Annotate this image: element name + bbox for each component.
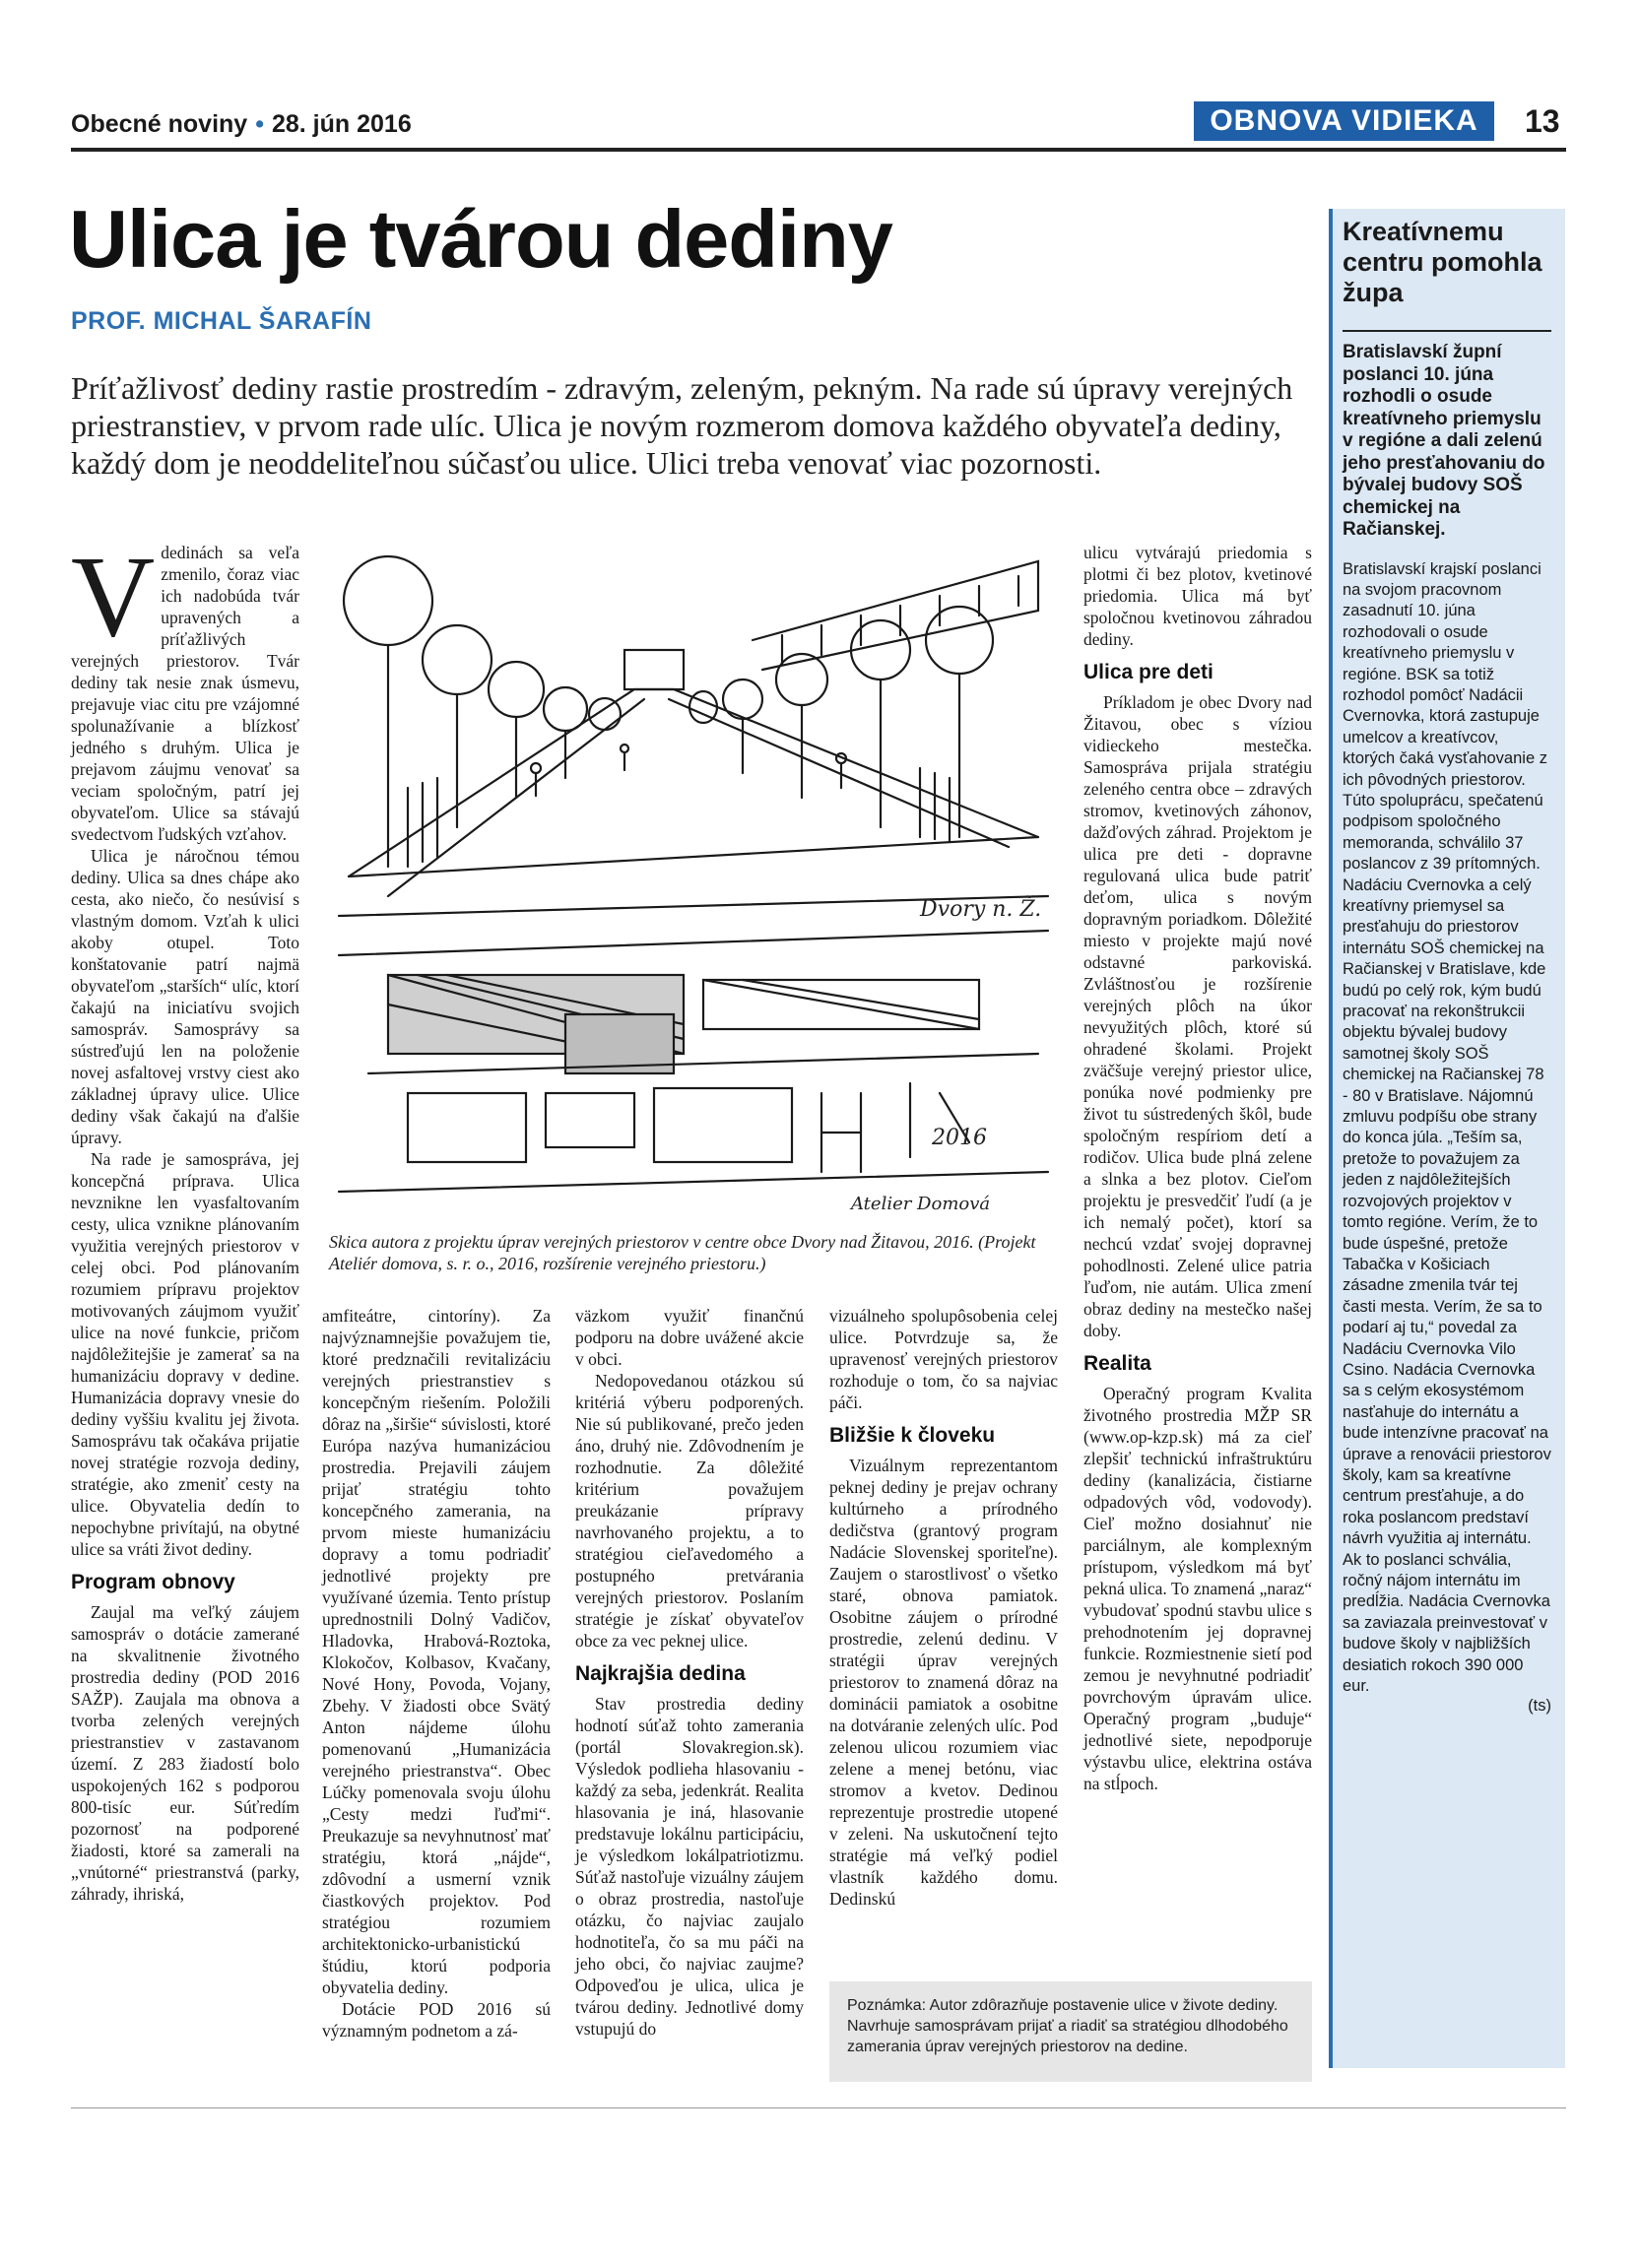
street-sketch-illustration [329, 542, 1058, 1216]
sketch-drawing [329, 542, 1058, 1216]
paragraph: Nedopovedanou otázkou sú kritériá výberu podporených. Nie sú publikované, prečo jeden áno, druhý nie. Zdôvodnením je rozhodnutie. Za dôležité kritérium považujem preukázanie prípravy navrhovaného projektu, a to stratégiou cieľavedomého a postupného pretvárania verejných priestorov. Poslaním stratégie je získať obyvateľov obce za vec peknej ulice. [575, 1371, 804, 1651]
sidebar-rule [1343, 330, 1551, 332]
issue-date: 28. jún 2016 [271, 110, 412, 138]
subheading: Realita [1083, 1352, 1151, 1375]
footer-rule [71, 2107, 1566, 2108]
sketch-street-label: Dvory n. Ž. [920, 897, 1042, 922]
sketch-atelier-label: Atelier Domová [851, 1194, 991, 1214]
subheading: Program obnovy [71, 1571, 235, 1593]
sidebar-body: Bratislavskí krajskí poslanci na svojom pracovnom zasadnutí 10. júna rozhodovali o osude kreatívneho priemyslu v regióne. BSK sa totiž rozhodol pomôcť Nadácii Cvernovka, ktorá zastupuje umelcov a kreatívcov, ktorých čaká vysťahovanie z ich pôvodných priestorov. Túto spoluprácu, spečatenú podpisom spoločného memoranda, schválilo 37 poslancov z 39 prítomných. Nadáciu Cvernovka a celý kreatívny priemysel sa presťahuju do priestorov internátu SOŠ chemickej na Račianskej v Bratislave, kde budú po celý rok, kým budú pracovať na rekonštrukcii objektu bývalej budovy samotnej školy SOŠ chemickej na Račianskej 78 - 80 v Bratislave. Nájomnú zmluvu podpíšu obe strany do konca júla. „Teším sa, pretože to považujem za jeden z najdôležitejších rozvojových projektov v tomto regióne. Verím, že to bude úspešné, pretože Tabačka v Košiciach zásadne zmenila tvár tej časti mesta. Verím, že sa to podarí aj tu,“ povedal za Nadáciu Cvernovka Vilo Csino. Nadácia Cvernovka sa s celým ekosystémom nasťahuje do internátu a bude intenzívne pracovať na úprave a renovácii priestorov školy, kam sa kreatívne centrum presťahuje, a do roka poslancom predstaví návrh využitia aj internátu. Ak to poslanci schvália, ročný nájom internátu im predĺžia. Nadácia Cvernovka sa zaviazala preinvestovať v budove školy v najbližších desiatich rokoch 390 000 eur. [1343, 559, 1551, 1696]
article-column-3 [575, 1305, 804, 2040]
sidebar-news-box [1329, 209, 1565, 2068]
paragraph: vizuálneho spolupôsobenia celej ulice. Potvrdzuje sa, že upravenosť verejných priestorov rozhoduje o tom, čo sa najviac páči. [829, 1306, 1058, 1412]
author-note-box: Poznámka: Autor zdôrazňuje postavenie ulice v živote dediny. Navrhuje samosprávam prijať a riadiť sa stratégiou dlhodobého zamerania úprav verejných priestorov na dedine. [829, 1981, 1312, 2082]
paragraph: Operačný program Kvalita životného prostredia MŽP SR (www.op-kzp.sk) má za cieľ zlepšiť technickú infraštruktúru dediny (kanalizácia, čistiarne odpadových vôd, vodovody). Cieľ možno dosiahnuť nie parciálnym, ale komplexným prístupom, výsledkom má byť pekná ulica. To znamená „naraz“ vybudovať spodnú stavbu ulice s prehodnotením jej dopravnej funkcie. Rozmiestnenie sietí pod zemou je nevyhnutné podriadiť povrchovým úpravám ulice. Operačný program „buduje“ jednotlivé siete, nepodporuje výstavbu ulice, elektrina ostáva na stĺpoch. [1083, 1384, 1312, 1793]
sketch-signature: 2016 [932, 1126, 987, 1150]
page-number: 13 [1525, 103, 1560, 139]
sidebar-signature: (ts) [1528, 1697, 1551, 1716]
paragraph: Ulica je náročnou témou dediny. Ulica sa dnes chápe ako cesta, ako niečo, čo nesúvisí s vlastným domom. Vzťah k ulici akoby otupel. Toto konštatovanie patrí najmä obyvateľom „starších“ ulíc, ktorí čakajú na iniciatívu svojich samospráv. Samosprávy sa sústreďujú len na položenie novej asfaltovej vrstvy ciest ako základnej úpravy ulice. Ulice dediny však čakajú na ďalšie úpravy. [71, 846, 299, 1147]
image-caption: Skica autora z projektu úprav verejných priestorov v centre obce Dvory nad Žitavou, 2016. (Projekt Ateliér domova, s. r. o., 2016, rozšírenie verejného priestoru.) [329, 1232, 1036, 1273]
paragraph: dedinách sa veľa zmenilo, čoraz viac ich nadobúda tvár upravených a príťažlivých verejných priestorov. Tvár dediny tak nesie znak úsmevu, prejavuje viac citu pre vzájomné spolunažívanie a blízkosť jedného s druhým. Ulica je prejavom záujmu venovať sa veciam spoločným, patrí jej obyvateľom. Ulice sa stávajú svedectvom ľudských vzťahov. [71, 543, 299, 844]
paragraph: amfiteátre, cintoríny). Za najvýznamnejšie považujem tie, ktoré predznačili revitalizáciu verejných priestranstiev s koncepčným riešením. Položili dôraz na „širšie“ súvislosti, ktoré Európa nazýva humanizáciou prostredia. Prejavili záujem prijať stratégiu tohto koncepčného zamerania, na prvom mieste humanizáciu dopravy a tomu podriadiť jednotlivé projekty pre využívané územia. Tento prístup uprednostnili Dolný Vadičov, Hladovka, Hrabová-Roztoka, Klokočov, Kolbasov, Kvačany, Nové Hony, Povoda, Vojany, Zbehy. V žiadosti obce Svätý Anton nájdeme úlohu pomenovanú „Humanizácia verejného priestranstva“. Obec Lúčky pomenovala svoju úlohu „Cesty medzi ľuďmi“. Preukazuje sa nevyhnutnosť mať stratégiu, ktorá „nájde“, zdôvodní a usmerní vznik čiastkových projektov. Pod stratégiou rozumiem architektonicko-urbanistickú štúdiu, ktorú podporia obyvatelia dediny. [322, 1306, 551, 1997]
paragraph: ulicu vytvárajú priedomia s plotmi či bez plotov, kvetinové priedomia. Ulica má byť spoločnou kvetinovou záhradou dediny. [1083, 543, 1312, 649]
sidebar-title: Kreatívnemu centru pomohla župa [1343, 217, 1542, 307]
article-column-5 [1083, 542, 1312, 1794]
article-column-2 [322, 1305, 551, 2041]
subheading: Bližšie k človeku [829, 1424, 996, 1447]
article-title: Ulica je tvárou dediny [69, 193, 892, 285]
paragraph: Na rade je samospráva, jej koncepčná príprava. Ulica nevznikne len vyasfaltovaním cesty, ulica vznikne plánovaním využitia verejných priestorov v celej obci. Pod plánovaním rozumiem prípravu projektov motivovaných záujmom využiť ulice na nové funkcie, pričom najdôležitejšie je zamerať sa na humanizáciu dopravy v dedine. Humanizácia dopravy vnesie do dediny vyššiu kvalitu jej života. Samosprávu tak očakáva prijatie novej stratégie rozvoja dediny, stratégie, ako zmeniť cesty na ulice. Obyvatelia dedín to nepochybne privítajú, na obytné ulice sa vráti život dediny. [71, 1149, 299, 1559]
publication-name: Obecné noviny [71, 110, 248, 138]
paragraph: Dotácie POD 2016 sú významným podnetom a zá- [322, 1999, 551, 2041]
bullet-separator: • [255, 110, 264, 138]
drop-cap: V [71, 532, 156, 661]
article-column-4 [829, 1305, 1058, 1910]
running-header [71, 110, 412, 139]
article-column-1 [71, 532, 299, 1905]
subheading: Najkrajšia dedina [575, 1662, 746, 1685]
paragraph: Vizuálnym reprezentantom peknej dediny je prejav ochrany kultúrneho a prírodného dedičstva (grantový program Nadácie Slovenskej sporiteľne). Zaujem o starostlivosť o všetko staré, obnova pamiatok. Osobitne záujem o prírodné prostredie, zelenú dedinu. V stratégii úprav verejných priestorov to znamená dôraz na dominácii pamiatok a osobitne na dotváranie zelených ulíc. Pod zelenou ulicou rozumiem viac zelene a menej betónu, viac stromov a kvetov. Dedinou reprezentuje prostredie utopené v zeleni. Na uskutočnení tejto stratégie má veľký podiel vlastník každého domu. Dedinskú [829, 1456, 1058, 1909]
section-label: OBNOVA VIDIEKA [1194, 101, 1494, 141]
article-lead: Príťažlivosť dediny rastie prostredím - zdravým, zeleným, pekným. Na rade sú úpravy verejných priestranstiev, v prvom rade ulíc. Ulica je novým rozmerom domova každého obyvateľa dediny, každý dom je neoddeliteľnou súčasťou ulice. Ulici treba venovať viac pozornosti. [71, 370, 1293, 481]
paragraph: Príkladom je obec Dvory nad Žitavou, obec s víziou vidieckeho mestečka. Samospráva prijala stratégiu zeleného centra obce – zdravých stromov, kvetinových záhonov, dažďových záhrad. Projektom je ulica pre deti - dopravne regulovaná ulica bude patriť deťom, ulica s novým dopravným poriadkom. Dôležité miesto v projekte majú nové odstavné parkoviská. Zvláštnosťou je rozšírenie verejných plôch na úkor nevyužitých plôch, ktoré sú ohradené školami. Projekt zväčšuje verejný priestor ulice, ponúka nové podmienky pre život tu sústredených škôl, bude spoločným respíriom detí a rodičov. Ulica bude plná zelene a slnka a bez plotov. Cieľom projektu je presvedčiť ľudí (a je ich nemalý počet), ktorí sa nechcú vzdať svojej dopravnej pohodlnosti. Zelené ulice patria ľuďom, nie autám. Ulica zmení obraz dediny na mestečko našej doby. [1083, 692, 1312, 1340]
paragraph: väzkom využiť finančnú podporu na dobre uvážené akcie v obci. [575, 1306, 804, 1369]
header-rule [71, 148, 1566, 152]
paragraph: Zaujal ma veľký záujem samospráv o dotácie zamerané na skvalitnenie životného prostredia dediny (POD 2016 SAŽP). Zaujala ma obnova a tvorba zelených verejných priestranstiev v zastavanom území. Z 283 žiadostí bolo uspokojených 162 s podporou 800-tisíc eur. Súťredím pozornosť na podporené žiadosti, ktoré sa zamerali na „vnútorné“ priestranstvá (parky, záhrady, ihriská, [71, 1602, 299, 1904]
subheading: Ulica pre deti [1083, 661, 1214, 683]
article-author: PROF. MICHAL ŠARAFÍN [71, 307, 372, 335]
paragraph: Stav prostredia dediny hodnotí súťaž tohto zamerania (portál Slovakregion.sk). Výsledok podlieha hlasovaniu - každý za seba, jedenkrát. Realita hlasovania je iná, hlasovanie predstavuje lokálnu participáciu, je výsledkom lokálpatriotizmu. Súťaž nastoľuje vizuálny záujem o obraz prostredia, nastoľuje otázku, čo najviac zaujalo hodnotiteľa, čo sa mu páči na jeho obci, čo najviac zaujme? Odpoveďou je ulica, ulica je tvárou dediny. Jednotlivé domy vstupujú do [575, 1694, 804, 2039]
sidebar-lead: Bratislavskí župní poslanci 10. júna rozhodli o osude kreatívneho priemyslu v regióne a dali zelenú jeho presťahovaniu do bývalej budovy SOŠ chemickej na Račianskej. [1343, 342, 1545, 540]
